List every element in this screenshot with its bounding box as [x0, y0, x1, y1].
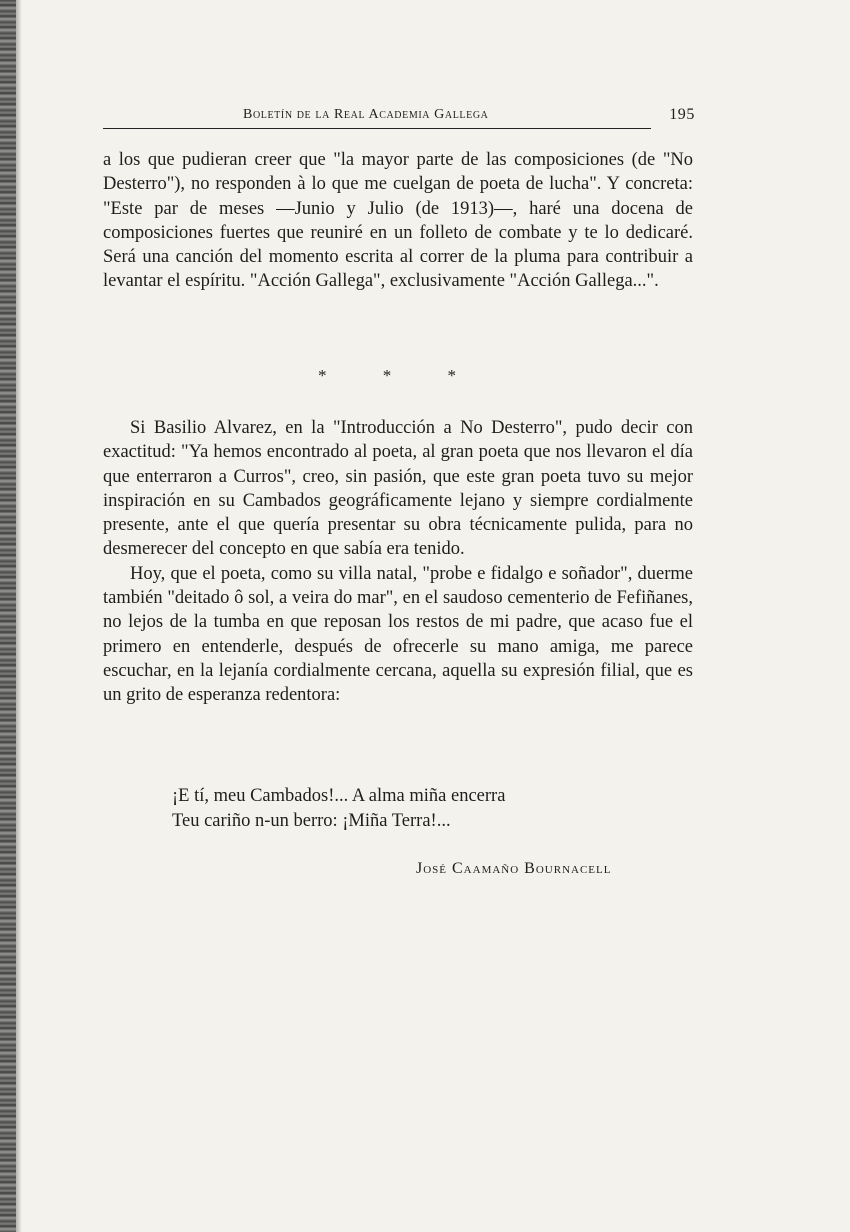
- paragraph-1: a los que pudieran creer que "la mayor parte de las composiciones (de "No Desterro"), no responden à lo que me cuelgan de poeta de lucha". Y concreta: "Este par de meses —Junio y Julio (de 1913)—, haré una docena de composiciones fuertes que reuniré en un folleto de combate y te lo dedicaré. Será una canción del momento escrita al correr de la pluma para contribuir a levantar el espíritu. "Acción Gallega", exclusivamente "Acción Gallega...".: [103, 150, 693, 292]
- main-text: [103, 416, 693, 708]
- paragraph-2: Si Basilio Alvarez, en la "Introducción a No Desterro", pudo decir con exactitud: "Ya hemos encontrado al poeta, al gran poeta que nos llevaron el día que enterraron a Curros", creo, sin pasión, que este gran poeta tuvo su mejor inspiración en su Cambados geográficamente lejano y siempre cordialmente presente, ante el que quería presentar su obra técnicamente pulida, para no desmerecer del concepto en que sabía era tenido.: [103, 418, 693, 560]
- author-signature: José Caamaño Bournacell: [416, 860, 612, 877]
- journal-title: Boletín de la Real Academia Gallega: [243, 107, 489, 122]
- page-number: 195: [669, 106, 695, 123]
- paragraph-continued: [103, 148, 693, 294]
- verse-quote: [172, 784, 505, 833]
- binding-edge: [0, 0, 16, 1232]
- verse-line-1: ¡E tí, meu Cambados!... A alma miña encerra: [172, 786, 506, 806]
- paragraph-3: Hoy, que el poeta, como su villa natal, "probe e fidalgo e soñador", duerme también "deitado ô sol, a veira do mar", en el saudoso cementerio de Fefiñanes, no lejos de la tumba en que reposan los restos de mi padre, que acaso fue el primero en entenderle, después de ofrecerle su mano amiga, me parece escuchar, en la lejanía cordialmente cercana, aquella su expresión filial, que es un grito de esperanza redentora:: [103, 563, 693, 706]
- header-rule: [103, 128, 651, 129]
- binding-shadow: [16, 0, 22, 1232]
- verse-line-2: Teu cariño n-un berro: ¡Miña Terra!...: [172, 810, 451, 831]
- section-separator: * * *: [318, 366, 482, 385]
- running-head: [103, 104, 695, 128]
